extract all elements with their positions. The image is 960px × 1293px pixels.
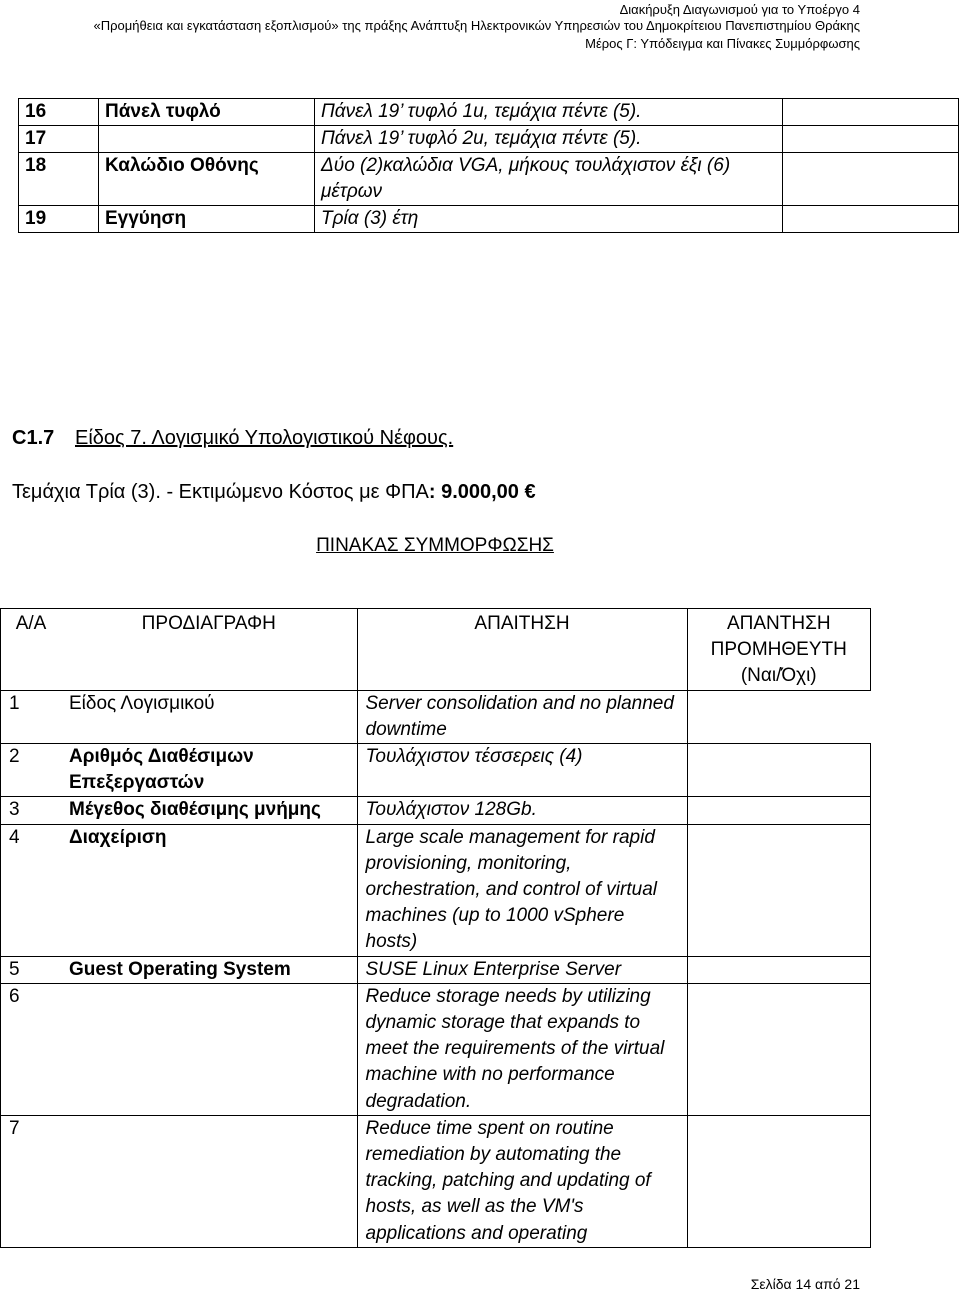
item-name: Καλώδιο Οθόνης xyxy=(99,153,315,206)
page-number: Σελίδα 14 από 21 xyxy=(750,1276,860,1292)
cost-label: - Εκτιμώμενο Κόστος με ΦΠΑ xyxy=(166,481,429,503)
requirement-cell: Reduce storage needs by utilizing dynamic storage that expands to meet the requirements of the virtual machine with no performance degradation. xyxy=(357,983,687,1115)
row-number: 7 xyxy=(1,1115,62,1247)
table-row xyxy=(1,744,871,797)
requirement-cell: Reduce time spent on routine remediation by automating the tracking, patching and updating of hosts, as well as the VM's applications and operating xyxy=(357,1115,687,1247)
spec-cell: Είδος Λογισμικού xyxy=(61,690,357,743)
row-number: 6 xyxy=(1,983,62,1115)
equipment-table xyxy=(18,98,959,233)
header-line-1: Διακήρυξη Διαγωνισμού για το Υποέργο 4 xyxy=(619,2,860,17)
row-number: 2 xyxy=(1,744,62,797)
requirement-cell: Large scale management for rapid provisioning, monitoring, orchestration, and control of virtual machines (up to 1000 vSphere hosts) xyxy=(357,824,687,956)
row-number: 4 xyxy=(1,824,62,956)
header-req: ΑΠΑΙΤΗΣΗ xyxy=(357,609,687,691)
table-row xyxy=(1,824,871,956)
row-number: 17 xyxy=(19,126,99,153)
table-row xyxy=(1,983,871,1115)
row-number: 16 xyxy=(19,99,99,126)
table-row xyxy=(19,206,959,233)
row-number: 1 xyxy=(1,690,62,743)
requirement-cell: Τουλάχιστον 128Gb. xyxy=(357,797,687,824)
spec-cell: Αριθμός Διαθέσιμων Επεξεργαστών xyxy=(61,744,357,797)
item-name xyxy=(99,126,315,153)
answer-cell xyxy=(687,956,871,983)
compliance-table xyxy=(0,608,871,1248)
answer-cell xyxy=(783,206,959,233)
table-row xyxy=(1,690,871,743)
row-number: 5 xyxy=(1,956,62,983)
spec-cell: Μέγεθος διαθέσιμης μνήμης xyxy=(61,797,357,824)
spec-cell xyxy=(61,1115,357,1247)
table-row xyxy=(19,126,959,153)
requirement-cell: SUSE Linux Enterprise Server xyxy=(357,956,687,983)
answer-cell xyxy=(783,99,959,126)
answer-cell xyxy=(687,983,871,1115)
requirement-cell: Τουλάχιστον τέσσερεις (4) xyxy=(357,744,687,797)
item-requirement: Τρία (3) έτη xyxy=(315,206,783,233)
header-aa: Α/Α xyxy=(1,609,62,691)
requirement-cell: Server consolidation and no planned downtime xyxy=(357,690,687,743)
item-requirement: Δύο (2)καλώδια VGA, μήκους τουλάχιστον έξι (6) μέτρων xyxy=(315,153,783,206)
spec-cell: Διαχείριση xyxy=(61,824,357,956)
section-code: C1.7 xyxy=(12,427,55,449)
answer-cell xyxy=(687,744,871,797)
table-row xyxy=(19,99,959,126)
row-number: 19 xyxy=(19,206,99,233)
answer-cell xyxy=(687,824,871,956)
item-name: Εγγύηση xyxy=(99,206,315,233)
table-header-row xyxy=(1,609,871,691)
answer-cell xyxy=(783,126,959,153)
quantity-line xyxy=(12,478,536,506)
table-row xyxy=(1,797,871,824)
item-requirement: Πάνελ 19’ τυφλό 2u, τεμάχια πέντε (5). xyxy=(315,126,783,153)
answer-cell xyxy=(687,1115,871,1247)
header-answer: ΑΠΑΝΤΗΣΗ ΠΡΟΜΗΘΕΥΤΗ (Ναι/Όχι) xyxy=(687,609,871,691)
header-line-3: Μέρος Γ: Υπόδειγμα και Πίνακες Συμμόρφωσης xyxy=(585,36,860,51)
compliance-table-title: ΠΙΝΑΚΑΣ ΣΥΜΜΟΡΦΩΣΗΣ xyxy=(316,535,554,556)
cost-value: : 9.000,00 € xyxy=(428,481,536,503)
header-spec: ΠΡΟΔΙΑΓΡΑΦΗ xyxy=(61,609,357,691)
row-number: 18 xyxy=(19,153,99,206)
section-title: Είδος 7. Λογισμικό Υπολογιστικού Νέφους. xyxy=(75,427,454,449)
answer-cell xyxy=(687,797,871,824)
spec-cell: Guest Operating System xyxy=(61,956,357,983)
answer-cell xyxy=(783,153,959,206)
table-row xyxy=(19,153,959,206)
row-number: 3 xyxy=(1,797,62,824)
header-line-2: «Προμήθεια και εγκατάσταση εξοπλισμού» της πράξης Ανάπτυξη Ηλεκτρονικών Υπηρεσιών του Δημοκρίτειου Πανεπιστημίου Θράκης xyxy=(93,18,860,33)
table-row xyxy=(1,1115,871,1247)
item-name: Πάνελ τυφλό xyxy=(99,99,315,126)
item-requirement: Πάνελ 19’ τυφλό 1u, τεμάχια πέντε (5). xyxy=(315,99,783,126)
spec-cell xyxy=(61,983,357,1115)
table-row xyxy=(1,956,871,983)
quantity-text: Τεμάχια Τρία (3). xyxy=(12,481,161,503)
